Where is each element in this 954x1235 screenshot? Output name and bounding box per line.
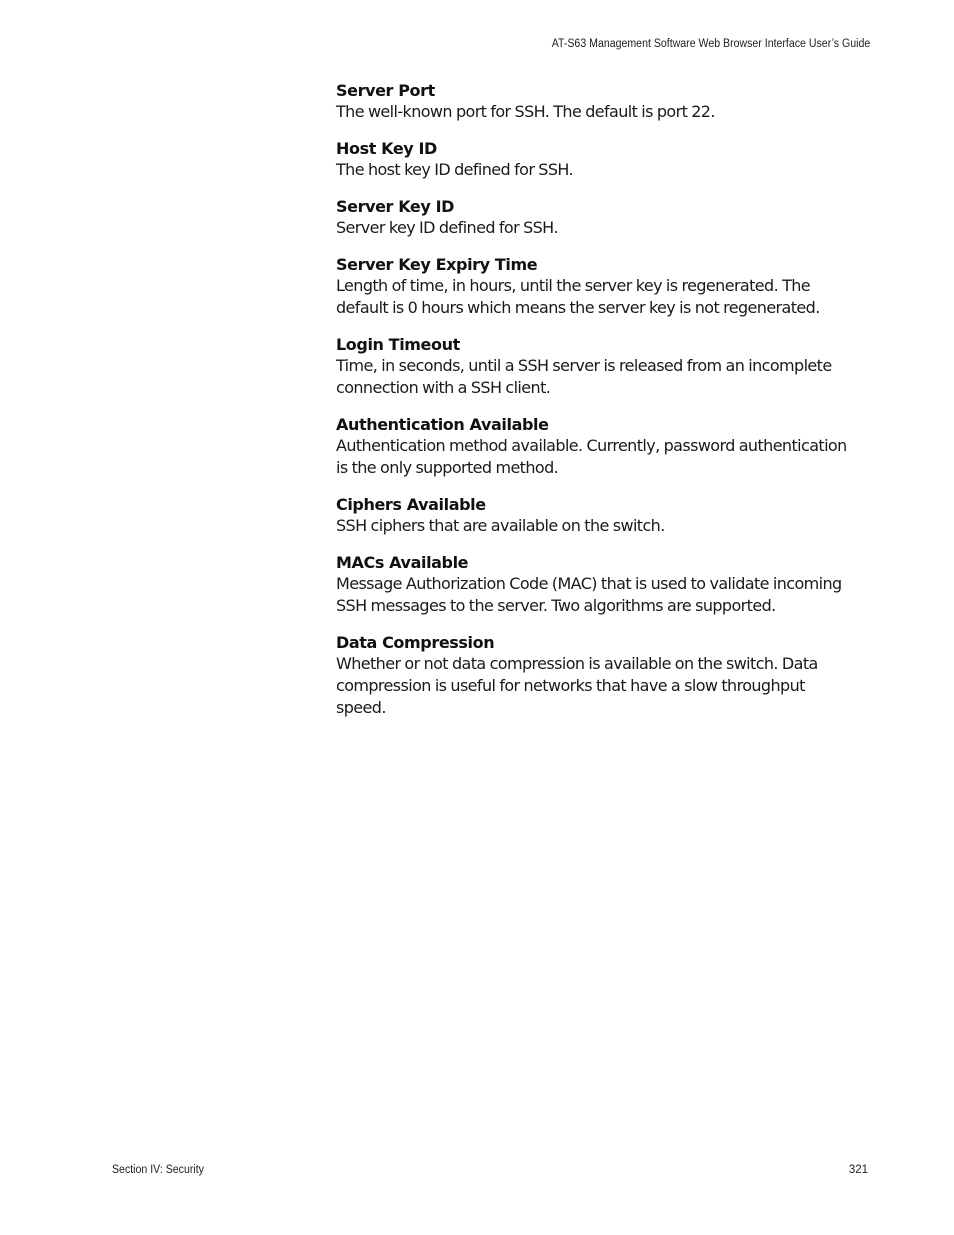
entry-login-timeout [336, 334, 848, 399]
term-ciphers-available: Ciphers Available [336, 495, 486, 514]
entry-macs-available [336, 552, 848, 617]
desc-host-key-id: The host key ID defined for SSH. [336, 160, 574, 179]
desc-server-key-expiry-time: Length of time, in hours, until the server key is regenerated. The default is 0 hours which means the server key is not regenerated. [336, 276, 820, 317]
term-server-key-id: Server Key ID [336, 197, 455, 216]
desc-macs-available: Message Authorization Code (MAC) that is used to validate incoming SSH messages to the server. Two algorithms are supported. [336, 574, 842, 615]
running-header: AT-S63 Management Software Web Browser Interface User’s Guide [551, 38, 870, 50]
definition-list [336, 80, 848, 734]
desc-authentication-available: Authentication method available. Currently, password authentication is the only supported method. [336, 436, 847, 477]
entry-server-port [336, 80, 848, 123]
entry-data-compression [336, 632, 848, 719]
desc-server-port: The well-known port for SSH. The default is port 22. [336, 102, 715, 121]
page-number: 321 [848, 1164, 868, 1176]
entry-ciphers-available [336, 494, 848, 537]
term-data-compression: Data Compression [336, 633, 495, 652]
term-authentication-available: Authentication Available [336, 415, 549, 434]
entry-server-key-expiry-time [336, 254, 848, 319]
desc-login-timeout: Time, in seconds, until a SSH server is released from an incomplete connection with a SSH client. [336, 356, 832, 397]
term-login-timeout: Login Timeout [336, 335, 460, 354]
desc-server-key-id: Server key ID defined for SSH. [336, 218, 558, 237]
footer-section: Section IV: Security [112, 1164, 204, 1176]
desc-ciphers-available: SSH ciphers that are available on the switch. [336, 516, 665, 535]
term-server-port: Server Port [336, 81, 435, 100]
entry-authentication-available [336, 414, 848, 479]
term-macs-available: MACs Available [336, 553, 469, 572]
entry-host-key-id [336, 138, 848, 181]
term-server-key-expiry-time: Server Key Expiry Time [336, 255, 538, 274]
term-host-key-id: Host Key ID [336, 139, 437, 158]
desc-data-compression: Whether or not data compression is available on the switch. Data compression is useful for networks that have a slow throughput speed. [336, 654, 818, 717]
entry-server-key-id [336, 196, 848, 239]
